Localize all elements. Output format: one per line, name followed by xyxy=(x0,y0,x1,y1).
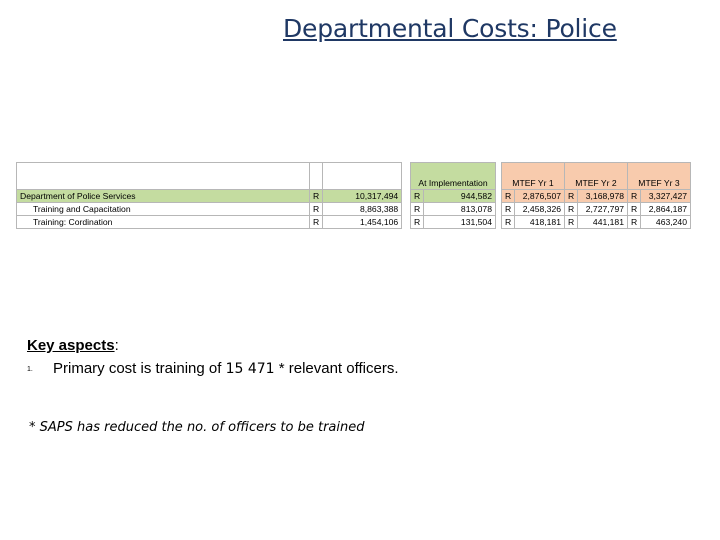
total-value: 8,863,388 xyxy=(323,203,402,216)
currency: R xyxy=(411,216,424,229)
mtef-yr1-value: 2,458,326 xyxy=(515,203,565,216)
total-value: 10,317,494 xyxy=(323,190,402,203)
header-mtef-yr1: MTEF Yr 1 xyxy=(502,163,565,190)
mtef-yr2-value: 2,727,797 xyxy=(578,203,628,216)
currency: R xyxy=(565,190,578,203)
footnote: * SAPS has reduced the no. of officers to be trained xyxy=(29,420,365,435)
at-implementation-value: 944,582 xyxy=(424,190,496,203)
key-aspects-heading xyxy=(27,337,119,354)
currency: R xyxy=(310,190,323,203)
mtef-yr2-value: 3,168,978 xyxy=(578,190,628,203)
item-text: Primary cost is training of xyxy=(53,360,222,377)
row-label: Department of Police Services xyxy=(17,190,310,203)
table-row xyxy=(411,216,496,229)
currency: R xyxy=(628,216,641,229)
total-value: 1,454,106 xyxy=(323,216,402,229)
row-label: Training: Cordination xyxy=(17,216,310,229)
list-number: 1. xyxy=(27,365,33,373)
mtef-yr1-value: 418,181 xyxy=(515,216,565,229)
table-row xyxy=(17,203,402,216)
mtef-yr3-value: 3,327,427 xyxy=(641,190,691,203)
table-row xyxy=(502,203,691,216)
key-aspects-colon: : xyxy=(114,337,119,354)
currency: R xyxy=(628,190,641,203)
table-row xyxy=(502,216,691,229)
currency: R xyxy=(565,203,578,216)
currency: R xyxy=(411,203,424,216)
currency: R xyxy=(565,216,578,229)
currency: R xyxy=(411,190,424,203)
table-row xyxy=(411,203,496,216)
header-mtef-yr3: MTEF Yr 3 xyxy=(628,163,691,190)
header-mtef-yr2: MTEF Yr 2 xyxy=(565,163,628,190)
mtef-yr2-value: 441,181 xyxy=(578,216,628,229)
table-row xyxy=(502,190,691,203)
key-aspects-label: Key aspects xyxy=(27,337,115,354)
mtef-yr3-value: 463,240 xyxy=(641,216,691,229)
currency: R xyxy=(628,203,641,216)
cost-table-left xyxy=(16,162,402,229)
currency: R xyxy=(502,203,515,216)
at-implementation-value: 131,504 xyxy=(424,216,496,229)
mtef-yr3-value: 2,864,187 xyxy=(641,203,691,216)
currency: R xyxy=(310,203,323,216)
list-item xyxy=(27,360,399,377)
mtef-yr1-value: 2,876,507 xyxy=(515,190,565,203)
row-label: Training and Capacitation xyxy=(17,203,310,216)
cost-table-at-implementation xyxy=(410,162,496,229)
page-title: Departmental Costs: Police xyxy=(283,14,617,43)
officer-count: 15 471 xyxy=(225,361,275,377)
table-row xyxy=(17,216,402,229)
item-text-post: * relevant officers. xyxy=(278,360,399,377)
cost-table-mtef xyxy=(501,162,691,229)
table-row xyxy=(411,190,496,203)
currency: R xyxy=(502,216,515,229)
header-at-implementation: At Implementation xyxy=(411,163,496,190)
at-implementation-value: 813,078 xyxy=(424,203,496,216)
currency: R xyxy=(310,216,323,229)
table-row xyxy=(17,190,402,203)
currency: R xyxy=(502,190,515,203)
